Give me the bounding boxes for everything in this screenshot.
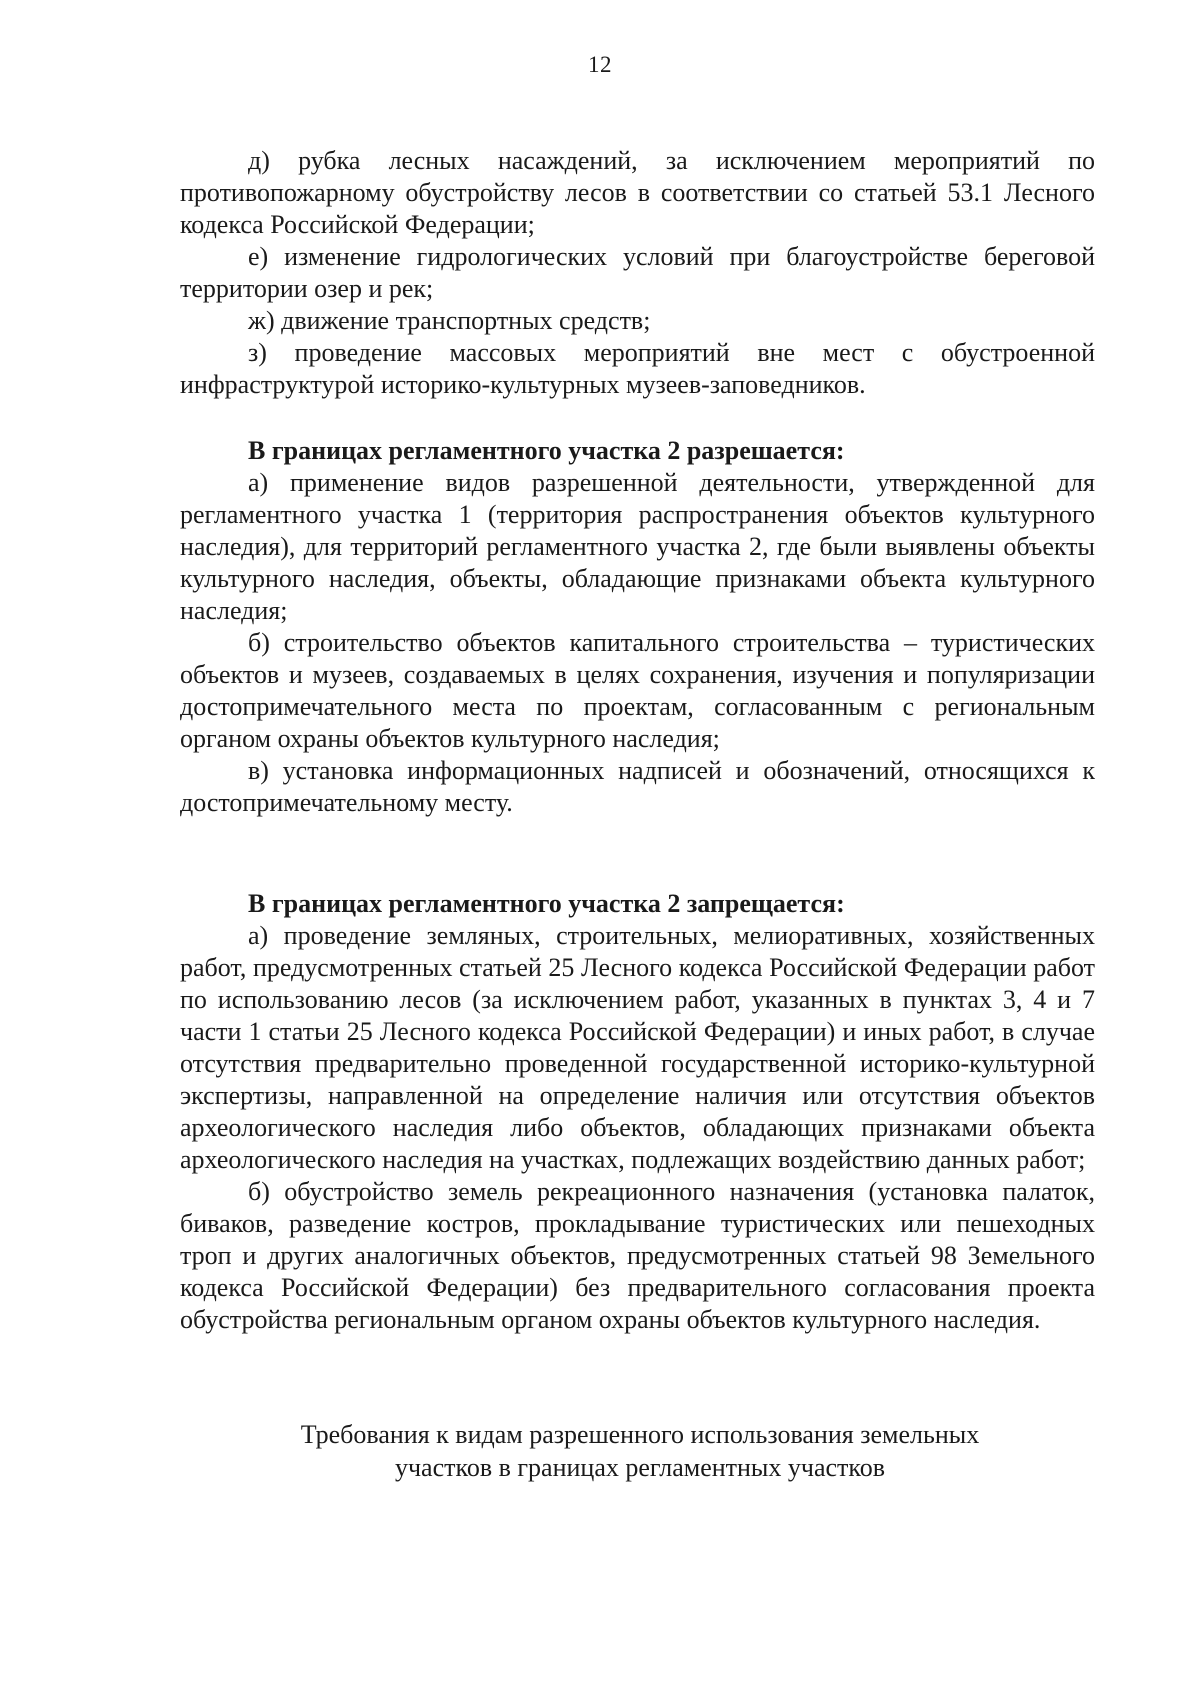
section-title-line-1: Требования к видам разрешенного использования земельных [300, 1420, 980, 1449]
prohibited-item-b: б) обустройство земель рекреационного назначения (установка палаток, биваков, разведение костров, прокладывание туристических или пешеходных троп и других аналогичных объектов, предусмотренных статьей 98 Земельного кодекса Российской Федерации) без предварительного согласования проекта обустройства региональным органом охраны объектов культурного наследия. [180, 1177, 1095, 1334]
prohibited-item-a: а) проведение земляных, строительных, мелиоративных, хозяйственных работ, предусмотренных статьей 25 Лесного кодекса Российской Федерации работ по использованию лесов (за исключением работ, указанных в пунктах 3, 4 и 7 части 1 статьи 25 Лесного кодекса Российской Федерации) и иных работ, в случае отсутствия предварительно проведенной государственной историко-культурной экспертизы, направленной на определение наличия или отсутствия объектов археологического наследия либо объектов, обладающих признаками объекта археологического наследия на участках, подлежащих воздействию данных работ; [180, 921, 1095, 1174]
section-title [250, 1418, 1030, 1484]
prohibited-list-continued [180, 145, 1095, 401]
list-item-d: д) рубка лесных насаждений, за исключением мероприятий по противопожарному обустройству лесов в соответствии со статьей 53.1 Лесного кодекса Российской Федерации; [180, 146, 1095, 239]
allowed-item-b: б) строительство объектов капитального строительства – туристических объектов и музеев, создаваемых в целях сохранения, изучения и популяризации достопримечательного места по проектам, согласованным с региональным органом охраны объектов культурного наследия; [180, 628, 1095, 753]
section-title-line-2: участков в границах регламентных участков [394, 1453, 886, 1482]
list-item-z: з) проведение массовых мероприятий вне мест с обустроенной инфраструктурой историко-культурных музеев-заповедников. [180, 338, 1095, 399]
list-item-e: е) изменение гидрологических условий при благоустройстве береговой территории озер и рек; [180, 242, 1095, 303]
prohibited-heading: В границах регламентного участка 2 запрещается: [248, 889, 845, 918]
page-number: 12 [588, 52, 612, 77]
allowed-item-v: в) установка информационных надписей и обозначений, относящихся к достопримечательному месту. [180, 756, 1095, 817]
allowed-item-a: а) применение видов разрешенной деятельности, утвержденной для регламентного участка 1 (территория распространения объектов культурного наследия), для территорий регламентного участка 2, где были выявлены объекты культурного наследия, объекты, обладающие признаками объекта культурного наследия; [180, 468, 1095, 625]
allowed-section [180, 435, 1095, 819]
allowed-heading: В границах регламентного участка 2 разрешается: [248, 436, 845, 465]
prohibited-section [180, 888, 1095, 1336]
list-item-zh: ж) движение транспортных средств; [248, 306, 651, 335]
